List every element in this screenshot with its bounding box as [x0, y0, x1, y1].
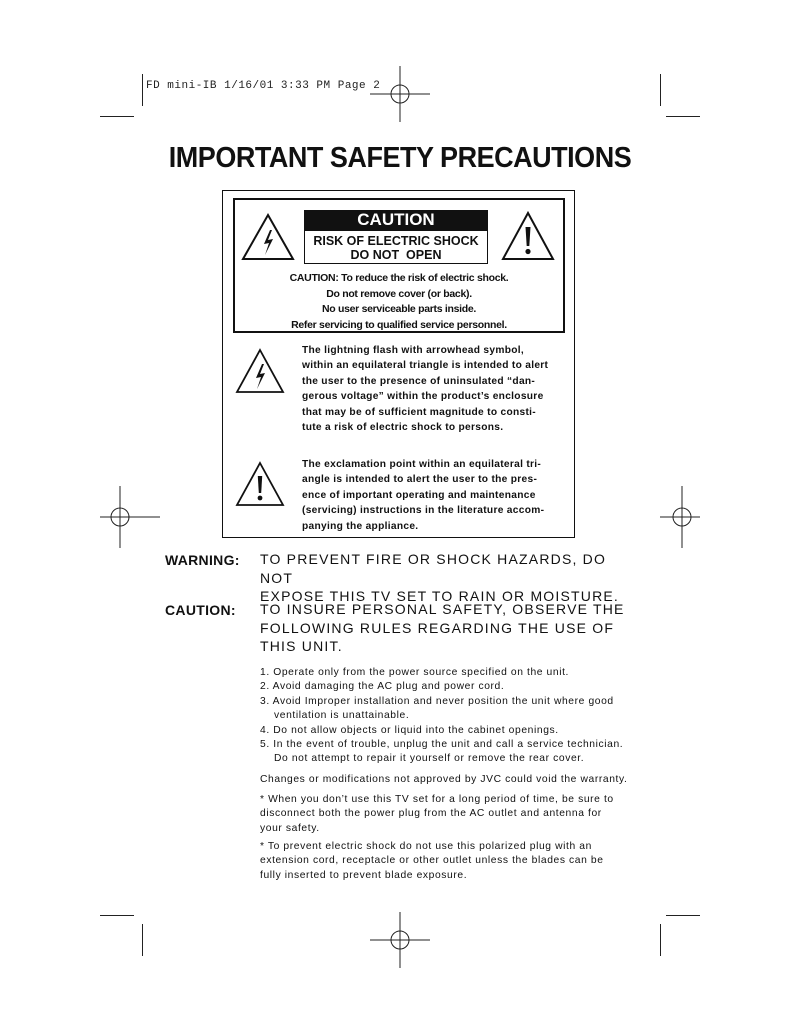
text-line: that may be of sufficient magnitude to consti- — [302, 406, 536, 418]
text-line: ence of important operating and maintenance — [302, 489, 536, 501]
caution-line: No user serviceable parts inside. — [321, 303, 477, 315]
text-line: EXPOSE THIS TV SET TO RAIN OR MOISTURE. — [260, 588, 620, 604]
text-line: within an equilateral triangle is intended to alert — [302, 360, 549, 372]
text-line: panying the appliance. — [302, 520, 419, 532]
crop-mark — [142, 924, 143, 956]
text-line: extension cord, receptacle or other outlet unless the blades can be — [260, 855, 604, 867]
text-line: angle is intended to alert the user to the pres- — [302, 474, 538, 486]
crop-mark — [100, 116, 134, 117]
caution-instructions — [240, 271, 558, 333]
rule-text: 5. In the event of trouble, unplug the unit and call a service technician. — [260, 739, 624, 751]
risk-of-shock-box — [304, 230, 488, 264]
exclamation-triangle-icon — [500, 210, 556, 262]
text-line: THIS UNIT. — [260, 638, 343, 654]
rule-text: 2. Avoid damaging the AC plug and power cord. — [260, 681, 505, 693]
warranty-note: Changes or modifications not approved by JVC could void the warranty. — [260, 774, 628, 785]
safety-rules-list — [260, 666, 650, 767]
crop-mark — [666, 116, 700, 117]
exclamation-symbol-description — [302, 457, 564, 534]
long-period-note — [260, 793, 640, 836]
warning-text — [260, 550, 640, 606]
caution-text — [260, 600, 640, 656]
text-line: (servicing) instructions in the literature accom- — [302, 505, 545, 517]
text-line: * When you don’t use this TV set for a long period of time, be sure to — [260, 794, 614, 805]
polarized-plug-note — [260, 840, 640, 883]
list-item — [260, 680, 650, 694]
registration-mark-icon — [100, 486, 160, 548]
text-line: The lightning flash with arrowhead symbol, — [302, 345, 525, 356]
warning-label: WARNING: — [165, 552, 240, 568]
crop-mark — [660, 924, 661, 956]
crop-mark — [100, 915, 134, 916]
caution-label: CAUTION: — [165, 602, 236, 618]
registration-mark-icon — [370, 912, 430, 968]
text-line: tute a risk of electric shock to persons. — [302, 422, 504, 434]
lightning-symbol-description — [302, 343, 564, 435]
rule-continuation: ventilation is unattainable. — [274, 710, 410, 722]
risk-line: RISK OF ELECTRIC SHOCK — [313, 234, 479, 248]
crop-mark — [660, 74, 661, 106]
caution-line: Refer servicing to qualified service personnel. — [291, 318, 507, 331]
slug-line: FD mini-IB 1/16/01 3:33 PM Page 2 — [146, 80, 381, 92]
crop-mark — [142, 74, 143, 106]
text-line: * To prevent electric shock do not use this polarized plug with an — [260, 841, 592, 852]
rule-continuation: Do not attempt to repair it yourself or remove the rear cover. — [274, 753, 585, 765]
list-item — [260, 695, 650, 724]
rule-text: 3. Avoid Improper installation and never position the unit where good — [260, 695, 614, 707]
text-line: disconnect both the power plug from the AC outlet and antenna for — [260, 808, 602, 820]
registration-mark-icon — [660, 486, 700, 548]
lightning-triangle-icon — [234, 347, 286, 395]
list-item — [260, 738, 650, 767]
risk-line: DO NOT OPEN — [350, 248, 442, 262]
lightning-triangle-icon — [240, 212, 296, 262]
list-item — [260, 724, 650, 738]
text-line: TO PREVENT FIRE OR SHOCK HAZARDS, DO NOT — [260, 551, 607, 586]
page-title: IMPORTANT SAFETY PRECAUTIONS — [168, 142, 632, 174]
text-line: TO INSURE PERSONAL SAFETY, OBSERVE THE — [260, 601, 625, 617]
caution-line: Do not remove cover (or back). — [326, 287, 472, 300]
caution-banner: CAUTION — [304, 210, 488, 230]
rule-text: 4. Do not allow objects or liquid into the cabinet openings. — [260, 724, 559, 736]
exclamation-triangle-icon — [234, 460, 286, 508]
text-line: gerous voltage” within the product’s enclosure — [302, 391, 544, 403]
list-item — [260, 666, 650, 680]
text-line: fully inserted to prevent blade exposure. — [260, 869, 468, 881]
registration-mark-icon — [370, 66, 430, 122]
text-line: your safety. — [260, 822, 320, 834]
text-line: FOLLOWING RULES REGARDING THE USE OF — [260, 619, 615, 636]
rule-text: 1. Operate only from the power source specified on the unit. — [260, 667, 570, 678]
text-line: the user to the presence of uninsulated “dan- — [302, 375, 536, 387]
text-line: The exclamation point within an equilateral tri- — [302, 459, 542, 470]
crop-mark — [666, 915, 700, 916]
caution-line: CAUTION: To reduce the risk of electric shock. — [289, 272, 509, 284]
